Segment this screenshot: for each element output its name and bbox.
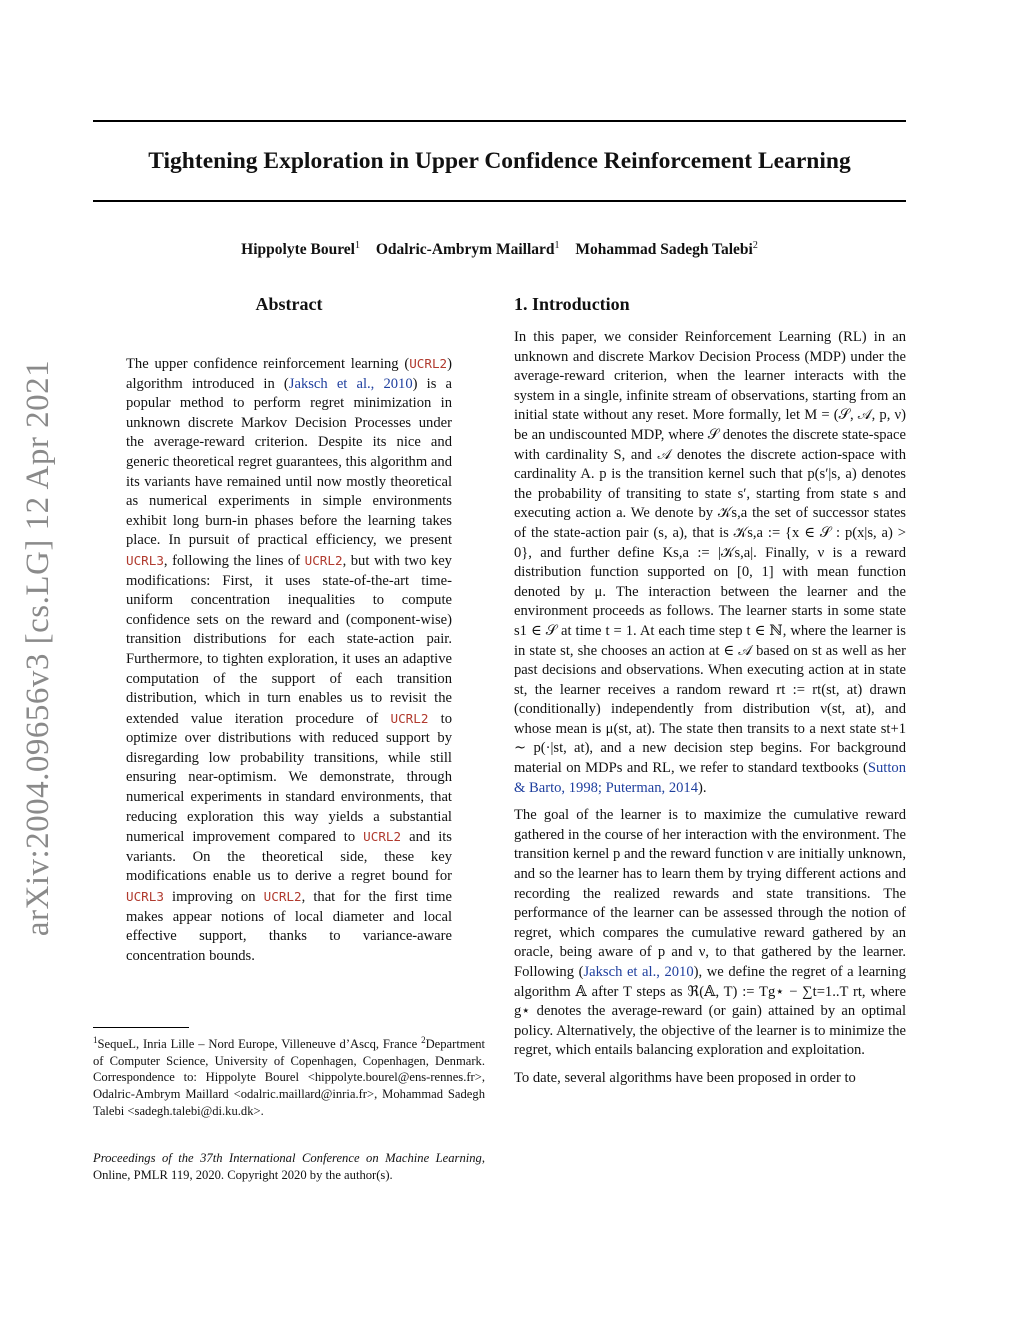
- abstract-body: The upper confidence reinforcement learning (UCRL2) algorithm introduced in (Jaksch et al., 2010) is a popular method to perform regret minimization in unknown discrete Markov Decision Processes under the average-reward criterion. Despite its nice and generic theoretical regret guarantees, this algorithm and its variants have remained until now mostly theoretical as numerical experiments in simple environments exhibit long burn-in phases before the learning takes place. In pursuit of practical efficiency, we present UCRL3, following the lines of UCRL2, but with two key modifications: First, it uses state-of-the-art time-uniform concentration inequalities to compute confidence sets on the reward and (component-wise) transition distributions for each state-action pair. Furthermore, to tighten exploration, it uses an adaptive computation of the support of each transition distribution, which in turn enables us to revisit the extended value iteration procedure of UCRL2 to optimize over distributions with reduced support by disregarding low probability transitions, while still ensuring near-optimism. We demonstrate, through numerical experiments in standard environments, that reducing exploration this way yields a substantial numerical improvement compared to UCRL2 and its variants. On the theoretical side, these key modifications enable us to derive a regret bound for UCRL3 improving on UCRL2, that for the first time makes appear notions of local diameter and local effective support, thanks to variance-aware concentration bounds.: [126, 356, 453, 964]
- citation-link[interactable]: Jaksch et al., 2010: [583, 964, 694, 980]
- paper-title: Tightening Exploration in Upper Confidence Reinforcement Learning: [148, 148, 851, 174]
- paragraph: The goal of the learner is to maximize the cumulative reward gathered in the course of her interaction with the environment. The transition kernel p and the reward function ν are initially unknown, and so the learner has to learn them by trying different actions and recording the realized rewards and state transitions. The performance of the learner can be assessed through the notion of regret, which compares the cumulative reward gathered by an oracle, being aware of p and ν, to that gathered by the learner. Following (Jaksch et al., 2010), we define the regret of a learning algorithm 𝔸 after T steps as ℜ(𝔸, T) := Tg⋆ − ∑t=1..T rt, where g⋆ denotes the average-reward (or gain) attained by an optimal policy. Alternatively, the objective of the learner is to minimize the regret, which entails balancing exploration and exploitation.: [514, 807, 906, 1059]
- algorithm-name: UCRL3: [126, 889, 164, 905]
- algorithm-name: UCRL2: [390, 710, 429, 726]
- title-bottom-rule: [93, 200, 906, 202]
- affiliation-footnote: $^1$SequeL, Inria Lille – Nord Europe, Villeneuve d’Ascq, France $^2$Department of Computer Science, University of Copenhagen, Copenhagen, Denmark. Correspondence to: Hippolyte Bourel <hippolyte.bourel@ens-rennes.fr>, Odalric-Ambrym Maillard <odalric.maillard@inria.fr>, Mohammad Sadegh Talebi <sadegh.talebi@di.ku.dk>.: [93, 1035, 486, 1118]
- title-top-rule: [93, 120, 906, 122]
- paragraph: To date, several algorithms have been proposed in order to: [514, 1069, 856, 1086]
- footnote-rule: [93, 1027, 189, 1028]
- introduction-body: [514, 328, 906, 1097]
- introduction-heading: 1. Introduction: [514, 294, 630, 314]
- algorithm-name: UCRL2: [304, 552, 343, 568]
- abstract-heading: Abstract: [255, 294, 323, 314]
- citation-link[interactable]: Jaksch et al., 2010: [288, 375, 413, 392]
- author: Hippolyte Bourel$^1$: [241, 240, 360, 259]
- proceedings-note: Proceedings of the 37th International Conference on Machine Learning, Online, PMLR 119, 2020. Copyright 2020 by the author(s).: [93, 1151, 485, 1182]
- author-list: [93, 235, 906, 261]
- algorithm-name: UCRL2: [263, 889, 302, 905]
- algorithm-name: UCRL2: [409, 356, 448, 371]
- algorithm-name: UCRL3: [126, 552, 164, 568]
- citation-link[interactable]: Sutton & Barto, 1998; Puterman, 2014: [514, 760, 906, 796]
- paragraph: In this paper, we consider Reinforcement Learning (RL) in an unknown and discrete Markov Decision Process (MDP) under the average-reward criterion, when the learner interacts with the system in a single, infinite stream of observations, starting from an initial state without any reset. More formally, let M = (𝒮, 𝒜, p, ν) be an undiscounted MDP, where 𝒮 denotes the discrete state-space with cardinality S, and 𝒜 denotes the discrete action-space with cardinality A. p is the transition kernel such that p(s′|s, a) denotes the probability of transiting to state s′, starting from state s and executing action a. We denote by 𝒦s,a the set of successor states of the state-action pair (s, a), that is 𝒦s,a := {x ∈ 𝒮 : p(x|s, a) > 0}, and further define Ks,a := |𝒦s,a|. Finally, ν is a reward distribution function supported on [0, 1] with mean function denoted by μ. The interaction between the learner and the environment proceeds as follows. The learner starts in some state s1 ∈ 𝒮 at time t = 1. At each time step t ∈ ℕ, where the learner is in state st, she chooses an action at ∈ 𝒜 based on st as well as her past decisions and observations. When executing action at in state st, the learner receives a random reward rt := rt(st, at) drawn (conditionally) independently from distribution ν(st, at), and whose mean is μ(st, at). The state then transits to a next state st+1 ∼ p(·|st, at), and a new decision step begins. For background material on MDPs and RL, we refer to standard textbooks (Sutton & Barto, 1998; Puterman, 2014).: [514, 329, 906, 796]
- author: Mohammad Sadegh Talebi$^2$: [575, 240, 758, 259]
- algorithm-name: UCRL2: [363, 829, 402, 845]
- author: Odalric-Ambrym Maillard$^1$: [375, 240, 560, 259]
- arxiv-identifier-stamp: arXiv:2004.09656v3 [cs.LG] 12 Apr 2021: [20, 359, 56, 937]
